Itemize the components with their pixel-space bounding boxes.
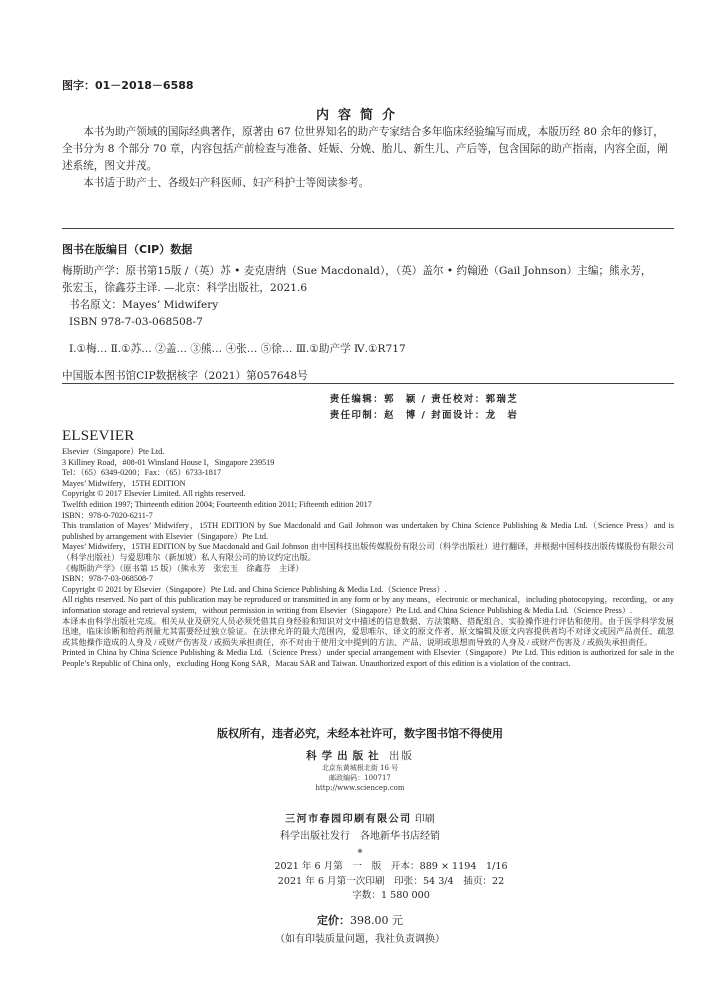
- cip-isbn: ISBN 978-7-03-068508-7: [69, 316, 203, 328]
- intro-paragraph: 本书为助产领域的国际经典著作，原著由 67 位世界知名的助产专家结合多年临床经验编写而成，本版历经 80 余年的修订，全书分为 8 个部分 70 章，内容包括产前检查与准备、妊娠、分娩、胎儿、新生儿、产后等，包含国际的助产指南，内容全面，阐述系统，图文并茂。: [62, 126, 668, 172]
- spec-line: 2021 年 6 月第一次印刷 印张：54 3/4 插页：22: [277, 875, 505, 887]
- intro-title: 内容简介: [315, 108, 404, 123]
- distribution-line: 科学出版社发行 各地新华书店经销: [280, 831, 440, 842]
- rights-line: All rights reserved. No part of this publication may be reproduced or transmitted in any form or by any means，electronic or mechanical，including photocopying，recording，or any information storage and retrieval system，without permission in writing from Elsevier（Singapore）Pte Ltd. and China Science Publishing & Media Ltd.（Science Press）.: [62, 595, 674, 615]
- elsevier-logo: ELSEVIER: [62, 428, 135, 444]
- cip-classification: Ⅰ.①梅… Ⅱ.①苏… ②盖… ③熊… ④张… ⑤徐… Ⅲ.①助产学 Ⅳ.①R717: [69, 343, 406, 355]
- price-value: 398.00 元: [350, 914, 403, 927]
- cip-original-title: 书名原文：Mayes’ Midwifery: [69, 299, 219, 311]
- intro-paragraph: 本书适于助产士、各级妇产科医师、妇产科护士等阅读参考。: [83, 177, 370, 189]
- publisher-name-emph: 科学出版社: [306, 750, 384, 762]
- rights-line: 3 Killiney Road，#08-01 Winsland House I，Singapore 239519: [62, 457, 275, 467]
- spec-line: 字数：1 580 000: [352, 890, 430, 901]
- separator-star: *: [357, 848, 363, 859]
- rights-line: Copyright © 2021 by Elsevier（Singapore）Pte Ltd. and China Science Publishing & Media Ltd.（Science Press）.: [62, 584, 447, 594]
- edition-specs: [0, 860, 720, 904]
- cip-block: [62, 263, 674, 385]
- rights-line: ISBN：978-7-03-068508-7: [62, 574, 153, 584]
- cip-heading: 图书在版编目（CIP）数据: [62, 243, 193, 256]
- cip-entry-line: 梅斯助产学：原书第15版 /（英）苏 • 麦克唐纳（Sue Macdonald），（英）盖尔 • 约翰逊（Gail Johnson）主编；熊永芳，: [62, 265, 652, 277]
- printing-block: [0, 811, 720, 862]
- rights-line: Printed in China by China Science Publishing & Media Ltd.（Science Press）under special arrangement with Elsevier（Singapore）Pte Ltd. This edition is authorized for sale in the People’s Republic of China only，excluding Hong Kong SAR，Macau SAR and Taiwan. Unauthorized export of this edition is a violation of the contract.: [62, 648, 674, 668]
- rights-line: 本译本由科学出版社完成。相关从业及研究人员必须凭借其自身经验和知识对文中描述的信息数据、方法策略、搭配组合、实验操作进行评估和使用。由于医学科学发展迅速，临床诊断和给药剂量尤其需要经过独立验证。在法律允许的最大范围内，爱思唯尔、译文的原文作者、原文编辑及原文内容提供者均不对译文或因产品责任、疏忽或其他操作造成的人身及 / 或财产伤害及 / 或损失承担责任，亦不对由于使用文中提到的方法、产品、说明或思想而导致的人身及 / 或财产伤害及 / 或损失承担责任。: [62, 616, 674, 647]
- publisher-name: [0, 748, 720, 763]
- publisher-website: http://www.sciencep.com: [315, 784, 405, 792]
- publisher-postcode: 邮政编码：100717: [329, 774, 391, 782]
- rights-line: Elsevier（Singapore）Pte Ltd.: [62, 447, 165, 456]
- divider: [62, 383, 674, 384]
- spec-line: 2021 年 6 月第 一 版 开本：889 × 1194 1/16: [274, 861, 508, 872]
- editorial-credits: [0, 392, 720, 424]
- credit-line: 责任编辑：郭 颖 / 责任校对：郭瑞芝: [329, 394, 519, 405]
- divider: [62, 228, 674, 229]
- rights-line: Copyright © 2017 Elsevier Limited. All rights reserved.: [62, 489, 246, 499]
- intro-text: [62, 124, 674, 192]
- registration-number: 图字：01－2018－6588: [62, 79, 194, 92]
- rights-line: Mayes’ Midwifery，15TH EDITION by Sue Macdonald and Gail Johnson 由中国科技出版传媒股份有限公司（科学出版社）进行翻译，并根据中国科技出版传媒股份有限公司（科学出版社）与爱思唯尔（新加坡）私人有限公司的协议约定出版。: [62, 542, 674, 562]
- printer-line: [0, 811, 720, 828]
- credit-line: 责任印制：赵 博 / 封面设计：龙 岩: [329, 410, 519, 421]
- copyright-notice: 版权所有，违者必究，未经本社许可，数字图书馆不得使用: [217, 727, 503, 740]
- printer-suffix: 印刷: [414, 814, 435, 825]
- rights-line: Mayes’ Midwifery，15TH EDITION: [62, 478, 186, 488]
- elsevier-rights-block: [62, 447, 674, 669]
- cip-entry-line: 张宏玉，徐鑫芬主译. —北京：科学出版社，2021.6: [62, 282, 308, 294]
- rights-line: ISBN：978-0-7020-6211-7: [62, 510, 153, 520]
- rights-line: Twelfth edition 1997; Thirteenth edition 2004; Fourteenth edition 2011; Fifteenth edition 2017: [62, 499, 372, 509]
- publisher-block: [0, 748, 720, 793]
- quality-note: （如有印装质量问题，我社负责调换）: [275, 934, 445, 945]
- publisher-address: 北京东黄城根北街 16 号: [321, 764, 399, 772]
- rights-line: 《梅斯助产学》（原书第 15 版）（熊永芳 张宏玉 徐鑫芬 主译）: [62, 563, 304, 573]
- price-line: [0, 912, 720, 928]
- price-label: 定价：: [317, 914, 350, 927]
- rights-line: This translation of Mayes’ Midwifery，15TH EDITION by Sue Macdonald and Gail Johnson was undertaken by China Science Publishing & Media Ltd.（Science Press）and is published by arrangement with Elsevier（Singapore）Pte Ltd.: [62, 521, 674, 541]
- cip-library-number: 中国版本图书馆CIP数据核字（2021）第057648号: [62, 370, 308, 382]
- printer-name: 三河市春园印刷有限公司: [285, 814, 412, 825]
- publisher-name-suffix: 出版: [388, 750, 414, 762]
- rights-line: Tel：（65）6349-0200；Fax：（65）6733-1817: [62, 468, 222, 478]
